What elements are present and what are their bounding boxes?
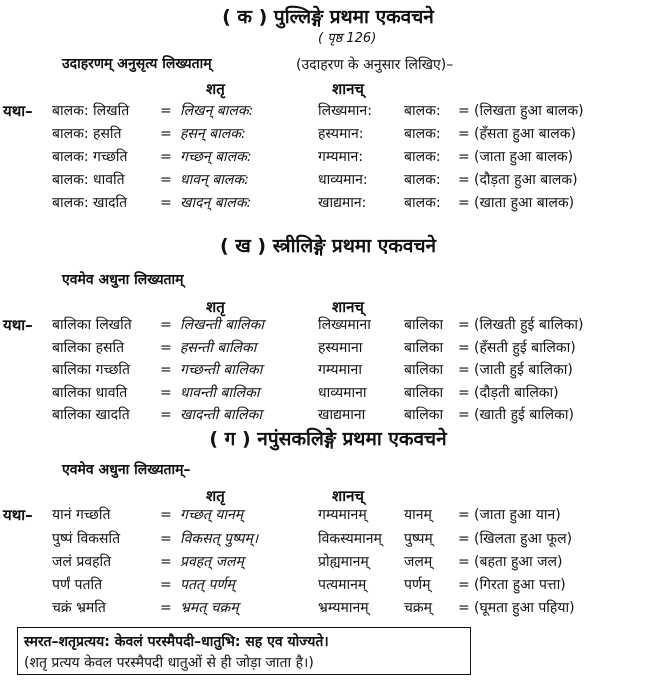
hindi-meaning: (खिलता हुआ फूल): [474, 531, 573, 547]
equals-sign: =: [160, 600, 172, 616]
noun: बालक:: [404, 149, 441, 165]
equals-sign: =: [160, 531, 172, 547]
shanach-form: हस्यमान:: [318, 126, 364, 142]
equals-sign: =: [160, 172, 172, 188]
shanach-form: पत्यमानम्: [318, 577, 367, 593]
base-sentence: बालक: हसति: [52, 126, 122, 142]
equals-sign: =: [458, 554, 470, 570]
base-sentence: यानं गच्छति: [52, 507, 111, 523]
base-sentence: बालक: धावति: [52, 172, 125, 188]
equals-sign: =: [160, 149, 172, 165]
hindi-meaning: (लिखता हुआ बालक): [474, 103, 584, 119]
equals-sign: =: [458, 362, 470, 378]
noun: बालिका: [404, 407, 444, 423]
equals-sign: =: [458, 149, 470, 165]
shanach-form: गम्यमाना: [318, 362, 362, 378]
noun: बालक:: [404, 126, 441, 142]
hindi-meaning: (खाता हुआ बालक): [474, 195, 575, 211]
equals-sign: =: [458, 507, 470, 523]
equals-sign: =: [160, 507, 172, 523]
noun: बालिका: [404, 340, 444, 356]
noun: जलम्: [404, 554, 433, 570]
base-sentence: बालक: लिखति: [52, 103, 130, 119]
yatha-label: यथा–: [3, 316, 33, 334]
instruction: एवमेव अधुना लिख्यताम्–: [62, 462, 191, 478]
equals-sign: =: [458, 172, 470, 188]
shatr-form: गच्छत् यानम्: [180, 507, 244, 523]
shatr-form: लिखन्ती बालिका: [180, 317, 265, 333]
section-title: ( ख ) स्त्रीलिङ्गे प्रथमा एकवचने: [219, 235, 437, 257]
base-sentence: बालिका खादति: [52, 407, 130, 423]
equals-sign: =: [160, 126, 172, 142]
noun: बालिका: [404, 362, 444, 378]
hindi-meaning: (गिरता हुआ पत्ता): [474, 577, 566, 593]
header-shatr: शतृ: [206, 487, 225, 505]
yatha-label: यथा–: [3, 506, 33, 524]
shanach-form: गम्यमानम्: [318, 507, 367, 523]
noun: बालक:: [404, 172, 441, 188]
hindi-meaning: (जाती हुई बालिका): [474, 362, 573, 378]
equals-sign: =: [458, 577, 470, 593]
base-sentence: बालक: गच्छति: [52, 149, 128, 165]
noun: बालिका: [404, 317, 444, 333]
hindi-meaning: (दौड़ती बालिका): [474, 385, 559, 401]
shatr-form: प्रवहत् जलम्: [180, 554, 244, 570]
shanach-form: लिख्यमाना: [318, 317, 371, 333]
equals-sign: =: [458, 531, 470, 547]
equals-sign: =: [160, 195, 172, 211]
shatr-form: खादन् बालक:: [180, 195, 252, 211]
shatr-form: विकसत् पुष्पम्।: [180, 531, 259, 547]
shatr-form: खादन्ती बालिका: [180, 407, 262, 423]
equals-sign: =: [458, 126, 470, 142]
shatr-form: लिखन् बालक:: [180, 103, 254, 119]
equals-sign: =: [458, 407, 470, 423]
equals-sign: =: [160, 407, 172, 423]
shatr-form: धावन्ती बालिका: [180, 385, 260, 401]
noun: बालक:: [404, 195, 441, 211]
equals-sign: =: [458, 600, 470, 616]
shanach-form: धाव्यमान:: [318, 172, 368, 188]
base-sentence: बालिका हसति: [52, 340, 125, 356]
shanach-form: भ्रम्यमानम्: [318, 600, 369, 616]
equals-sign: =: [458, 317, 470, 333]
header-shatr: शतृ: [206, 298, 225, 316]
note-line-1: स्मरत–शतृप्रत्यय: केवलं परस्मैपदी–धातुभि: सह एव योज्यते।: [24, 634, 329, 650]
shanach-form: खाद्यमाना: [318, 407, 366, 423]
shanach-form: प्रोह्यमानम्: [318, 554, 369, 570]
equals-sign: =: [160, 340, 172, 356]
note-box: [17, 627, 471, 675]
section-title: ( क ) पुल्लिङ्गे प्रथमा एकवचने: [222, 6, 434, 28]
note-line-2: (शतृ प्रत्यय केवल परस्मैपदी धातुओं से ही जोड़ा जाता है।): [24, 655, 314, 671]
yatha-label: यथा–: [3, 102, 33, 120]
shatr-form: गच्छन्ती बालिका: [180, 362, 263, 378]
equals-sign: =: [458, 195, 470, 211]
hindi-meaning: (जाता हुआ यान): [474, 507, 561, 523]
hindi-meaning: (जाता हुआ बालक): [474, 149, 574, 165]
instruction-hint: (उदाहरण के अनुसार लिखिए)–: [296, 57, 454, 73]
hindi-meaning: (बहता हुआ जल): [474, 554, 563, 570]
equals-sign: =: [160, 554, 172, 570]
base-sentence: जलं प्रवहति: [52, 554, 112, 570]
equals-sign: =: [458, 340, 470, 356]
base-sentence: बालक: खादति: [52, 195, 128, 211]
shanach-form: धाव्यमाना: [318, 385, 367, 401]
shatr-form: हसन् बालक:: [180, 126, 246, 142]
instruction: उदाहरणम् अनुसृत्य लिख्यताम्: [62, 56, 212, 72]
header-shanach: शानच्: [332, 298, 364, 316]
base-sentence: चक्रं भ्रमति: [52, 600, 106, 616]
equals-sign: =: [160, 385, 172, 401]
noun: चक्रम्: [404, 600, 433, 616]
equals-sign: =: [160, 103, 172, 119]
noun: पुष्पम्: [404, 531, 433, 547]
header-shatr: शतृ: [206, 80, 225, 98]
shatr-form: भ्रमत् चक्रम्: [180, 600, 239, 616]
base-sentence: बालिका धावति: [52, 385, 128, 401]
shatr-form: हसन्ती बालिका: [180, 340, 257, 356]
hindi-meaning: (घूमता हुआ पहिया): [474, 600, 575, 616]
shanach-form: लिख्यमान:: [318, 103, 372, 119]
header-shanach: शानच्: [332, 80, 364, 98]
base-sentence: बालिका लिखति: [52, 317, 132, 333]
shatr-form: पतत् पर्णम्: [180, 577, 235, 593]
shanach-form: हस्यमाना: [318, 340, 363, 356]
equals-sign: =: [458, 385, 470, 401]
header-shanach: शानच्: [332, 487, 364, 505]
equals-sign: =: [160, 362, 172, 378]
shanach-form: खाद्यमान:: [318, 195, 367, 211]
noun: बालिका: [404, 385, 444, 401]
hindi-meaning: (हँसती हुई बालिका): [474, 340, 576, 356]
noun: पर्णम्: [404, 577, 431, 593]
hindi-meaning: (दौड़ता हुआ बालक): [474, 172, 578, 188]
page-reference: ( पृष्ठ 126): [318, 31, 377, 46]
shanach-form: गम्यमान:: [318, 149, 364, 165]
hindi-meaning: (हँसता हुआ बालक): [474, 126, 576, 142]
equals-sign: =: [458, 103, 470, 119]
shatr-form: धावन् बालक:: [180, 172, 249, 188]
equals-sign: =: [160, 577, 172, 593]
shatr-form: गच्छन् बालक:: [180, 149, 252, 165]
noun: बालक:: [404, 103, 441, 119]
equals-sign: =: [160, 317, 172, 333]
section-title: ( ग ) नपुंसकलिङ्गे प्रथमा एकवचने: [209, 428, 447, 450]
shanach-form: विकस्यमानम्: [318, 531, 382, 547]
base-sentence: पुष्पं विकसति: [52, 531, 121, 547]
hindi-meaning: (लिखती हुई बालिका): [474, 317, 584, 333]
hindi-meaning: (खाती हुई बालिका): [474, 407, 574, 423]
noun: यानम्: [404, 507, 432, 523]
base-sentence: बालिका गच्छति: [52, 362, 131, 378]
base-sentence: पर्णं पतति: [52, 577, 103, 593]
instruction: एवमेव अधुना लिख्यताम्: [62, 272, 184, 288]
